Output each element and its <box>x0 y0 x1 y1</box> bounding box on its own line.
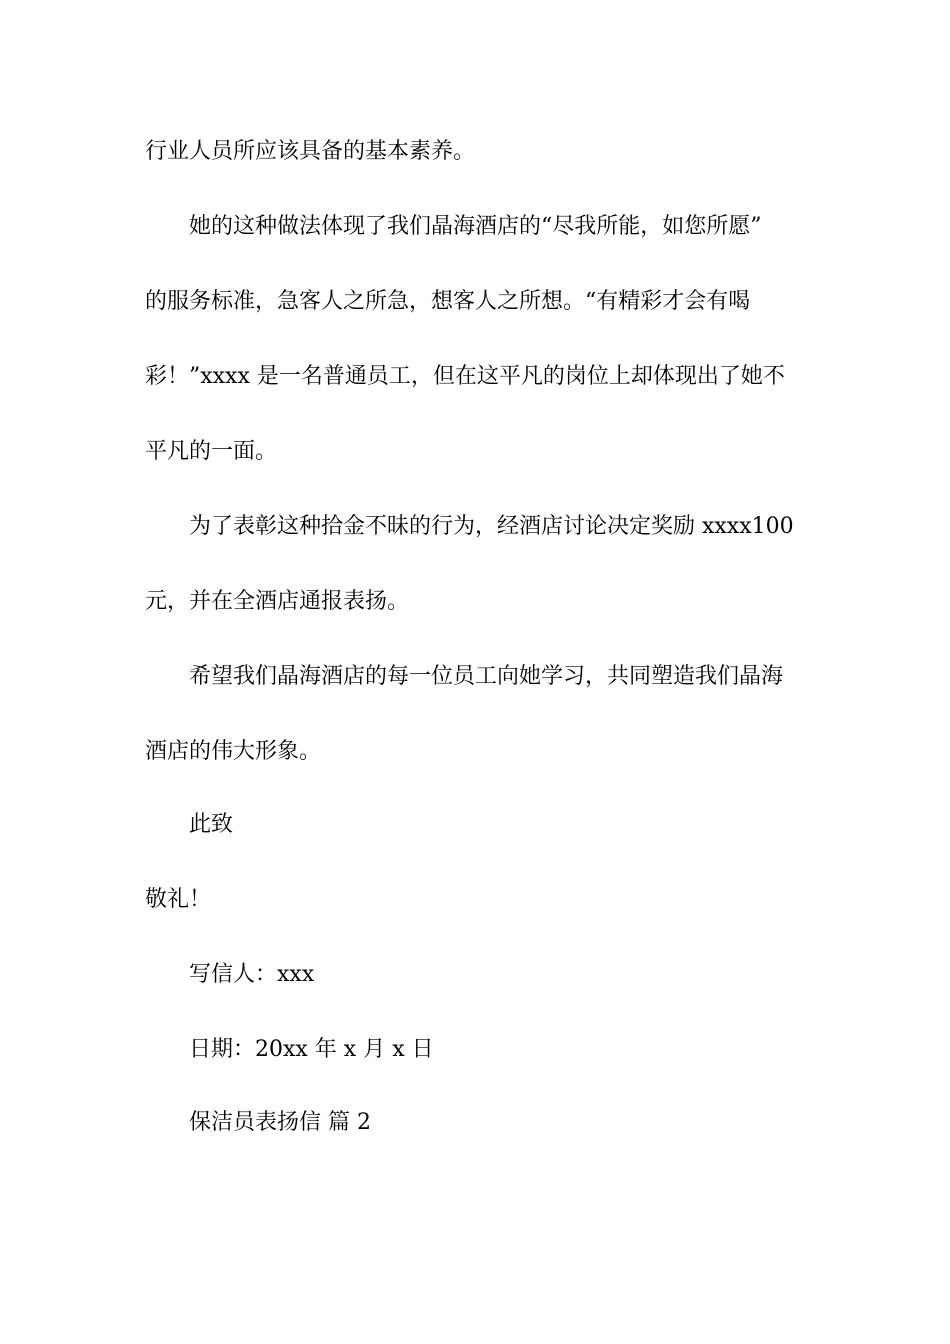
paragraph-line-2: 她的这种做法体现了我们晶海酒店的“尽我所能，如您所愿” <box>189 214 762 239</box>
paragraph-line-9: 酒店的伟大形象。 <box>145 739 322 764</box>
paragraph-line-3: 的服务标准，急客人之所急，想客人之所想。“有精彩才会有喝 <box>145 289 751 314</box>
signature-writer: 写信人：xxx <box>189 962 315 987</box>
paragraph-line-8: 希望我们晶海酒店的每一位员工向她学习，共同塑造我们晶海 <box>189 664 784 689</box>
paragraph-line-4: 彩！”xxxx 是一名普通员工，但在这平凡的岗位上却体现出了她不 <box>145 364 785 389</box>
paragraph-line-7: 元，并在全酒店通报表扬。 <box>145 589 410 614</box>
paragraph-line-6: 为了表彰这种拾金不昧的行为，经酒店讨论决定奖励 xxxx100 <box>189 514 794 539</box>
closing-salutation: 此致 <box>189 812 234 837</box>
paragraph-line-5: 平凡的一面。 <box>145 439 278 464</box>
section-heading: 保洁员表扬信 篇 2 <box>189 1110 371 1135</box>
signature-date: 日期：20xx 年 x 月 x 日 <box>189 1037 434 1062</box>
closing-regards: 敬礼！ <box>145 887 212 912</box>
paragraph-line-1: 行业人员所应该具备的基本素养。 <box>145 139 476 164</box>
